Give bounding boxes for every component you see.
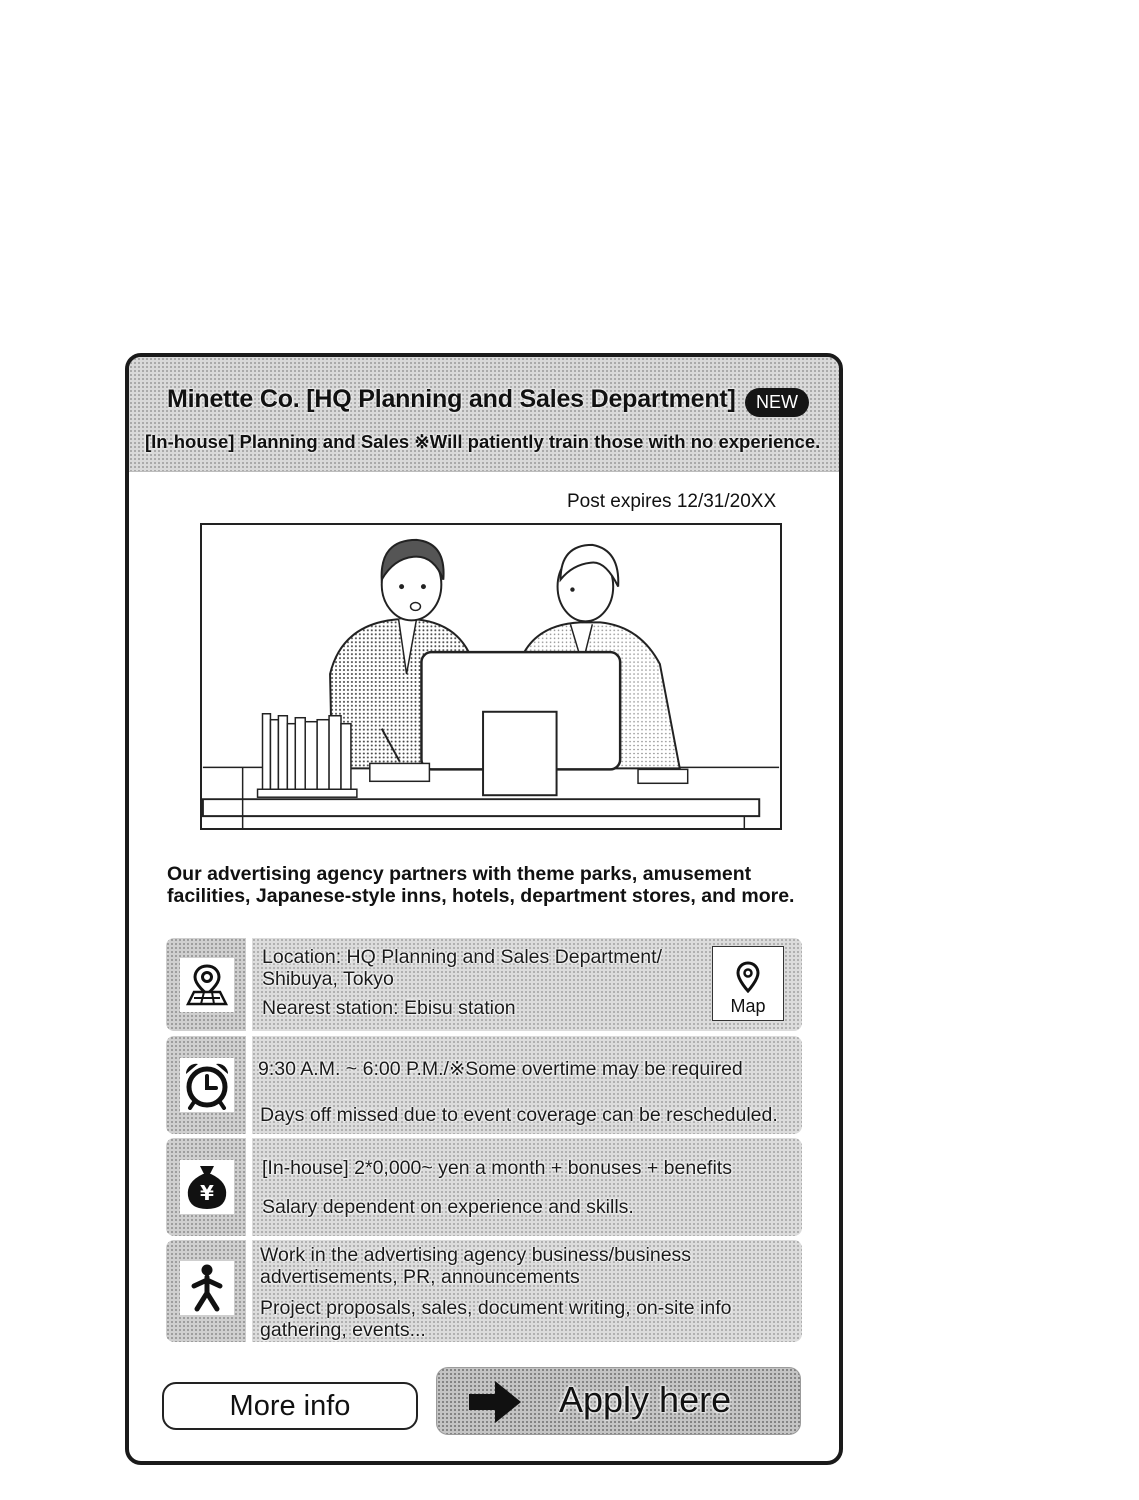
svg-text:¥: ¥ bbox=[200, 1181, 214, 1205]
salary-note: Salary dependent on experience and skills. bbox=[262, 1196, 634, 1218]
more-info-button[interactable]: More info bbox=[162, 1382, 418, 1430]
new-badge: NEW bbox=[745, 388, 809, 417]
apply-button[interactable] bbox=[436, 1367, 801, 1435]
work-description-row bbox=[166, 1240, 802, 1342]
work-text-cell bbox=[252, 1240, 802, 1342]
hours-icon-cell bbox=[166, 1036, 246, 1134]
salary-text-cell bbox=[252, 1138, 802, 1236]
nearest-station: Nearest station: Ebisu station bbox=[262, 997, 516, 1019]
map-button-label: Map bbox=[730, 996, 766, 1016]
salary-icon-cell bbox=[166, 1138, 246, 1236]
job-listing-card bbox=[125, 353, 843, 1465]
company-description bbox=[167, 863, 827, 907]
position-subtitle: [In-house] Planning and Sales ※Will patiently train those with no experience. bbox=[145, 431, 821, 452]
location-line: Shibuya, Tokyo bbox=[262, 968, 394, 990]
description-line: Our advertising agency partners with theme parks, amusement bbox=[167, 863, 752, 885]
walking-person-icon bbox=[180, 1261, 234, 1315]
location-row bbox=[166, 938, 802, 1031]
office-scene-image bbox=[202, 525, 780, 828]
arrow-right-icon bbox=[467, 1379, 523, 1425]
apply-button-label: Apply here bbox=[559, 1379, 732, 1420]
company-title: Minette Co. [HQ Planning and Sales Department] bbox=[167, 385, 736, 413]
salary-amount: [In-house] 2*0,000~ yen a month + bonuses + benefits bbox=[262, 1157, 732, 1179]
map-pin-icon bbox=[180, 958, 234, 1012]
days-off-note: Days off missed due to event coverage can be rescheduled. bbox=[260, 1104, 778, 1126]
work-icon-cell bbox=[166, 1240, 246, 1342]
map-button[interactable] bbox=[712, 946, 784, 1021]
yen-money-bag-icon bbox=[180, 1160, 234, 1214]
hours-row bbox=[166, 1036, 802, 1134]
working-hours: 9:30 A.M. ~ 6:00 P.M./※Some overtime may be required bbox=[258, 1058, 743, 1080]
listing-header bbox=[129, 357, 839, 472]
work-line: Work in the advertising agency business/business bbox=[260, 1244, 692, 1266]
alarm-clock-icon bbox=[180, 1058, 234, 1112]
office-illustration bbox=[200, 523, 782, 830]
location-text-cell bbox=[252, 938, 802, 1031]
expiry-date: Post expires 12/31/20XX bbox=[567, 491, 777, 512]
location-line: Location: HQ Planning and Sales Department/ bbox=[262, 946, 662, 968]
hours-text-cell bbox=[252, 1036, 802, 1134]
work-line: advertisements, PR, announcements bbox=[260, 1266, 580, 1288]
work-line: Project proposals, sales, document writing, on-site info bbox=[260, 1297, 732, 1319]
salary-row bbox=[166, 1138, 802, 1236]
description-line: facilities, Japanese-style inns, hotels, department stores, and more. bbox=[167, 885, 795, 907]
map-pin-icon bbox=[736, 961, 760, 993]
work-line: gathering, events... bbox=[260, 1319, 426, 1341]
location-icon-cell bbox=[166, 938, 246, 1031]
